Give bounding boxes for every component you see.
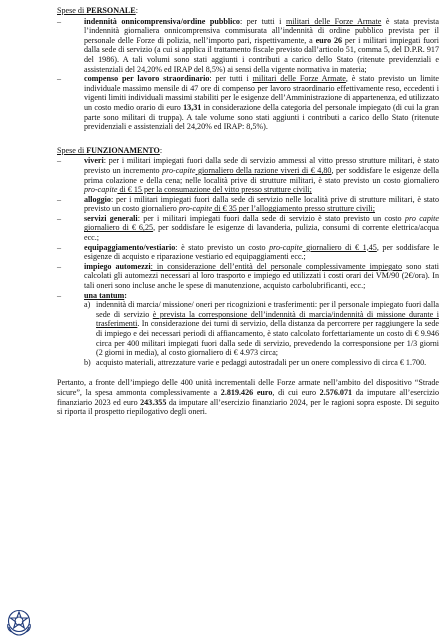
personale-list <box>57 17 439 132</box>
emblem-seal-icon <box>4 606 34 638</box>
document-body <box>57 6 439 425</box>
list-item-alloggio: – alloggio: per i militari impiegati fuori dalla sede di servizio nelle località prive di strutture militari, è stato previsto un costo giornaliero pro-capite di € 35 per l’alloggiamento presso strutture civili; <box>57 194 439 214</box>
sub-item-b: b) acquisto materiali, attrezzature varie e pedaggi autostradali per un onere complessivo di circa € 1.700. <box>84 357 427 367</box>
funzionamento-list <box>57 156 439 367</box>
list-item: – compenso per lavoro straordinario: per tutti i militari delle Forze Armate, è stato previsto un limite individuale massimo mensile di 47 ore di compenso per lavoro straordinario effettivamente reso, eccedenti i vigenti limiti individuali massimi stabiliti per le esigenze dell’Amministrazione di appartenenza, ed utilizzato un costo medio orario di euro 13,31 in considerazione della categoria del personale impiegato (di cui la gran parte sono militari di truppa). A tale volume sono stati aggiunti i contributi a carico dello Stato (ritenute previdenziali e assistenziali del 24,20% ed IRAP: 8,5%). <box>57 74 440 132</box>
list-item-una-tantum: – una tantum: a) indennità di marcia/ missione/ oneri per ricognizioni e trasferimenti: per il personale impiegato fuori dalla sede di servizio è prevista la corresponsione dell’indennità di marcia/indennità di missione durante i trasferimenti. In considerazione dei turni di servizio, della distanza da percorrere per raggiungere la sede di impiego e dei necessari periodi di affiancamento, è stato calcolato forfettariamente un costo di € 9.946 circa per 400 militari impiegati fuori dalla sede di servizio, prevedendo la corresponsione per 1/3 giorni (2 giorni in media), al costo giornaliero di € 4.973 circa; b) acquisto materiali, attrezzature varie e pedaggi autostradali per un onere complessivo di circa € 1.700. <box>57 290 439 367</box>
una-tantum-sublist <box>84 300 439 367</box>
list-item-viveri: – viveri: per i militari impiegati fuori dalla sede di servizio ammessi al vitto presso strutture militari, è stato previsto un incremento pro-capite giornaliero della razione viveri di € 4,80, per soddisfare le esigenze della prima colazione e della cena; nelle località prive di strutture militari, è stato previsto un costo giornaliero pro-capite di € 15 per la consumazione del vitto presso strutture civili; <box>57 156 439 195</box>
section-title-funzionamento: Spese di FUNZIONAMENTO: <box>57 145 163 155</box>
closing-paragraph: Pertanto, a fronte dell’impiego delle 400 unità incrementali delle Forze armate nell’ambito del dispositivo “Strade sicure”, la spesa ammonta complessivamente a 2.819.426 euro, di cui euro 2.576.071 da imputare all’esercizio finanziario 2023 ed euro 243.355 da imputare all’esercizio finanziario 2024, per le ragioni sopra esposte. Di seguito si riporta il prospetto riepilogativo degli oneri. <box>57 378 439 417</box>
list-item-automezzi: – impiego automezzi: in considerazione dell’entità del personale complessivamente impiegato sono stati calcolati gli automezzi necessari al loro trasporto e impiego ed utilizzati i costi orari dei VM/90 (2€/ora). In tali oneri sono incluse anche le spese di manutenzione, acquisto carbolubrificanti, ecc.; <box>57 261 439 291</box>
list-item: – indennità onnicomprensiva/ordine pubblico: per tutti i militari delle Forze Armate è stata prevista l’indennità giornaliera onnicomprensiva commisurata all’indennità di ordine pubblico prevista per il personale delle Forze di polizia, nell’importo pari, rispettivamente, a euro 26 per i militari impiegati fuori dalla sede di servizio (a cui si applica il trattamento fiscale previsto dall’articolo 51, comma 5, del D.P.R. 917 del 1986). A tali volumi sono stati aggiunti i contributi a carico dello Stato (ritenute previdenziali e assistenziali del 24,20% ed IRAP del 8,5%) ai sensi della vigente normativa in materia; <box>57 16 439 74</box>
sub-item-a: a) indennità di marcia/ missione/ oneri per ricognizioni e trasferimenti: per il personale impiegato fuori dalla sede di servizio è prevista la corresponsione dell’indennità di marcia/indennità di missione durante i trasferimenti. In considerazione dei turni di servizio, della distanza da percorrere per raggiungere la sede di impiego e dei necessari periodi di affiancamento, è stato calcolato forfettariamente un costo di € 9.946 circa per 400 militari impiegati fuori dalla sede di servizio, prevedendo la corresponsione per 1/3 giorni (2 giorni in media), al costo giornaliero di € 4.973 circa; <box>84 300 439 358</box>
list-item-servizi-generali: – servizi generali: per i militari impiegati fuori dalla sede di servizio è stato previsto un costo pro capite giornaliero di € 6,25, per soddisfare le esigenze di lavanderia, pulizia, consumi di corrente elettrica/acqua ecc.; <box>57 213 439 243</box>
section-title-personale: Spese di PERSONALE: <box>57 6 138 15</box>
list-item-vestiario: – equipaggiamento/vestiario: è stato previsto un costo pro-capite giornaliero di € 1,45, per soddisfare le esigenze di acquisto e riparazione vestiario ed equipaggiamenti ecc.; <box>57 242 439 262</box>
